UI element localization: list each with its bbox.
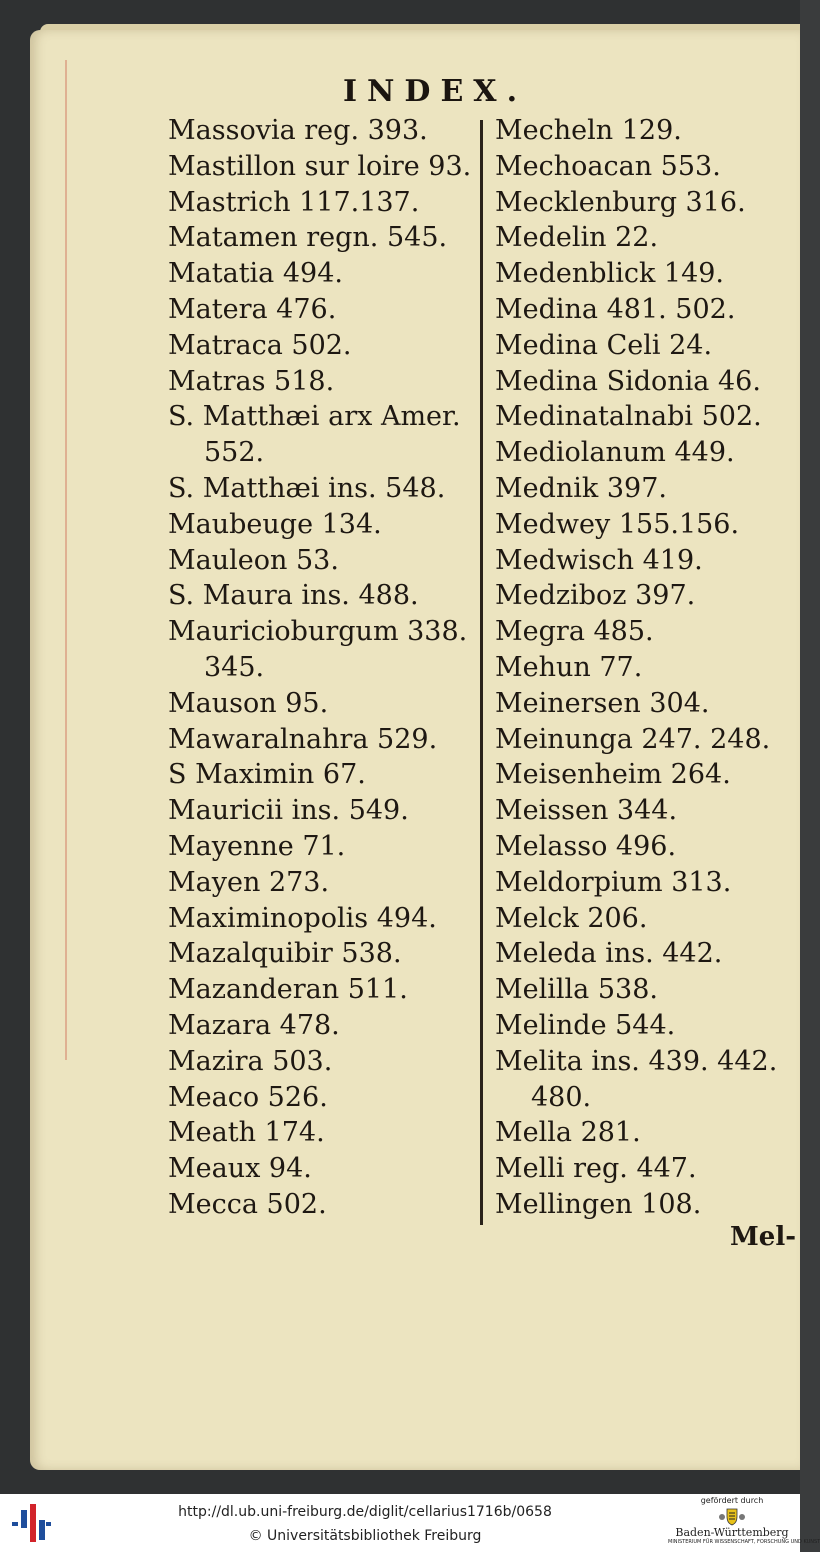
- index-entry: Maubeuge 134.: [168, 508, 382, 540]
- index-entry: Mastillon sur loire 93.: [168, 150, 472, 182]
- index-entry: Meissen 344.: [495, 795, 678, 827]
- left-index-column: [168, 113, 472, 1223]
- index-entry: S. Matthæi arx Amer.: [168, 401, 461, 433]
- index-entry: Medwey 155.156.: [495, 508, 740, 540]
- index-entry: 480.: [531, 1081, 592, 1113]
- index-entry: Medina Celi 24.: [495, 329, 713, 361]
- right-index-column: [495, 113, 795, 1223]
- index-entry: Mellingen 108.: [495, 1188, 702, 1220]
- index-entry: Melasso 496.: [495, 830, 677, 862]
- index-entry: Medinatalnabi 502.: [495, 401, 762, 433]
- index-entry: Meath 174.: [168, 1117, 325, 1149]
- index-entry: Mediolanum 449.: [495, 437, 735, 469]
- catchword: Mel-: [730, 1222, 796, 1252]
- index-entry: 345.: [204, 651, 265, 683]
- index-entry: Matamen regn. 545.: [168, 222, 448, 254]
- index-entry: Mastrich 117.137.: [168, 186, 420, 218]
- index-entry: Mecca 502.: [168, 1188, 327, 1220]
- footer-bar: [0, 1494, 820, 1552]
- index-entry: Mazalquibir 538.: [168, 938, 402, 970]
- index-entry: Mella 281.: [495, 1117, 641, 1149]
- index-entry: Meisenheim 264.: [495, 759, 731, 791]
- index-entry: Medenblick 149.: [495, 258, 725, 290]
- index-entry: S Maximin 67.: [168, 759, 366, 791]
- index-entry: Medelin 22.: [495, 222, 659, 254]
- index-entry: Mednik 397.: [495, 472, 667, 504]
- index-entry: Mauricioburgum 338.: [168, 616, 468, 648]
- source-url[interactable]: http://dl.ub.uni-freiburg.de/diglit/cellarius1716b/0658: [178, 1504, 552, 1520]
- index-entry: Meaux 94.: [168, 1153, 312, 1185]
- page-header: INDEX.: [342, 74, 528, 109]
- index-entry: Mawaralnahra 529.: [168, 723, 438, 755]
- index-entry: Mechoacan 553.: [495, 150, 721, 182]
- index-entry: Medziboz 397.: [495, 580, 696, 612]
- sponsor-name: Baden-Württemberg: [675, 1526, 789, 1539]
- index-entry: Melli reg. 447.: [495, 1153, 697, 1185]
- index-entry: Matraca 502.: [168, 329, 352, 361]
- index-entry: Mazara 478.: [168, 1009, 340, 1041]
- sponsor-ministry: MINISTERIUM FÜR WISSENSCHAFT, FORSCHUNG UND KUNST: [668, 1539, 820, 1545]
- index-entry: Meaco 526.: [168, 1081, 328, 1113]
- index-entry: S. Maura ins. 488.: [168, 580, 419, 612]
- index-entry: Mauleon 53.: [168, 544, 339, 576]
- index-entry: Melck 206.: [495, 902, 648, 934]
- index-entry: Mazira 503.: [168, 1045, 333, 1077]
- index-entry: Matatia 494.: [168, 258, 343, 290]
- index-entry: Mehun 77.: [495, 651, 643, 683]
- index-entry: Medina Sidonia 46.: [495, 365, 761, 397]
- page-margin-line: [65, 60, 67, 1060]
- sponsor-block: [668, 1496, 820, 1550]
- index-entry: Mayen 273.: [168, 866, 330, 898]
- index-entry: Medwisch 419.: [495, 544, 703, 576]
- index-entry: Meldorpium 313.: [495, 866, 732, 898]
- index-entry: Mauson 95.: [168, 687, 329, 719]
- index-entry: Medina 481. 502.: [495, 293, 736, 325]
- sponsor-label: gefördert durch: [700, 1496, 764, 1505]
- index-entry: Matras 518.: [168, 365, 335, 397]
- baden-wuerttemberg-crest-icon: [718, 1507, 746, 1527]
- index-entry: Mecklenburg 316.: [495, 186, 746, 218]
- index-entry: Massovia reg. 393.: [168, 115, 428, 146]
- index-entry: Mayenne 71.: [168, 830, 346, 862]
- index-entry: Mazanderan 511.: [168, 974, 408, 1006]
- index-entry: S. Matthæi ins. 548.: [168, 472, 446, 504]
- column-divider: [480, 120, 483, 1225]
- index-entry: Megra 485.: [495, 616, 654, 648]
- index-entry: Melilla 538.: [495, 974, 658, 1006]
- index-entry: 552.: [204, 437, 265, 469]
- index-entry: Mecheln 129.: [495, 115, 682, 146]
- index-entry: Maximinopolis 494.: [168, 902, 437, 934]
- index-entry: Meleda ins. 442.: [495, 938, 723, 970]
- index-entry: Matera 476.: [168, 293, 337, 325]
- index-entry: Melita ins. 439. 442.: [495, 1045, 778, 1077]
- index-entry: Melinde 544.: [495, 1009, 676, 1041]
- index-entry: Mauricii ins. 549.: [168, 795, 409, 827]
- index-entry: Meinunga 247. 248.: [495, 723, 771, 755]
- index-entry: Meinersen 304.: [495, 687, 710, 719]
- copyright-text: © Universitätsbibliothek Freiburg: [248, 1528, 482, 1544]
